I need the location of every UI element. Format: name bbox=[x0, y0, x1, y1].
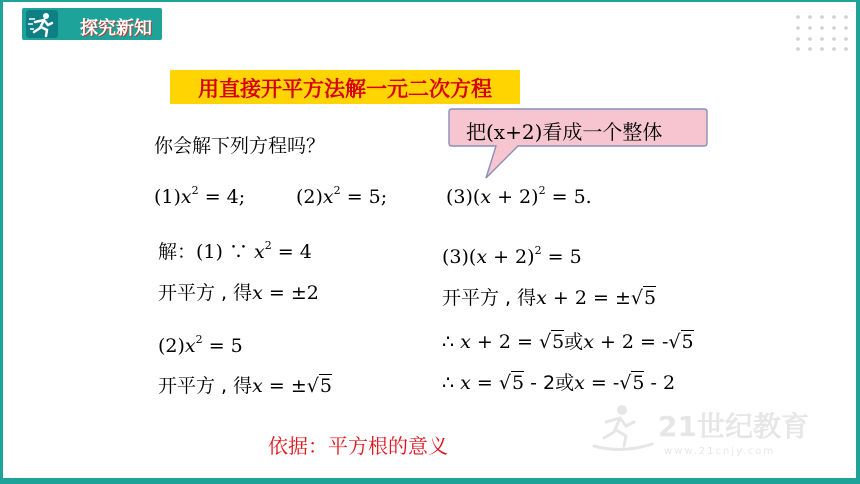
equation-2: $(2)x^2 = 5$; bbox=[296, 184, 388, 208]
solution-left-line-3: $(2)x^2 = 5$ bbox=[158, 333, 243, 357]
section-badge bbox=[22, 8, 162, 40]
frame-bottom-border bbox=[0, 478, 860, 484]
solution-right-line-2: 开平方 , 得x + 2 = ±√5 bbox=[442, 287, 657, 309]
dot-grid-decoration bbox=[794, 13, 850, 51]
watermark-logo bbox=[592, 400, 842, 460]
solution-left-line-2: 开平方 , 得x = ±2 bbox=[158, 282, 319, 304]
frame-top-border bbox=[0, 0, 860, 2]
lesson-title: 用直接开平方法解一元二次方程 bbox=[198, 77, 492, 101]
solution-right-line-1: $(3)(x + 2)^2 = 5$ bbox=[442, 244, 582, 268]
equation-3: $(3)(x + 2)^2 = 5$. bbox=[446, 184, 592, 208]
svg-text:21世纪教育: 21世纪教育 bbox=[658, 410, 809, 443]
svg-text:www.21cnjy.com: www.21cnjy.com bbox=[664, 446, 776, 457]
equation-1: $(1)x^2 = 4$; bbox=[154, 184, 246, 208]
speech-bubble-text: 把(x+2)看成一个整体 bbox=[466, 120, 663, 144]
solution-right-line-4: ∴ x = √5 - 2或x = -√5 - 2 bbox=[442, 372, 676, 394]
frame-right-border bbox=[856, 0, 860, 484]
solution-right-line-3: ∴ x + 2 = √5或x + 2 = -√5 bbox=[442, 331, 694, 353]
runner-icon bbox=[26, 10, 58, 38]
solution-basis-note: 依据：平方根的意义 bbox=[268, 434, 448, 458]
section-badge-label: 探究新知 bbox=[80, 18, 152, 39]
solution-left-line-4: 开平方 , 得x = ±√5 bbox=[158, 375, 332, 397]
lesson-title-banner bbox=[170, 70, 520, 104]
question-text: 你会解下列方程吗？ bbox=[154, 135, 326, 157]
solution-left-line-1: 解：(1) ∵ $x^2 = 4$ bbox=[158, 239, 312, 263]
frame-left-border bbox=[0, 0, 3, 484]
